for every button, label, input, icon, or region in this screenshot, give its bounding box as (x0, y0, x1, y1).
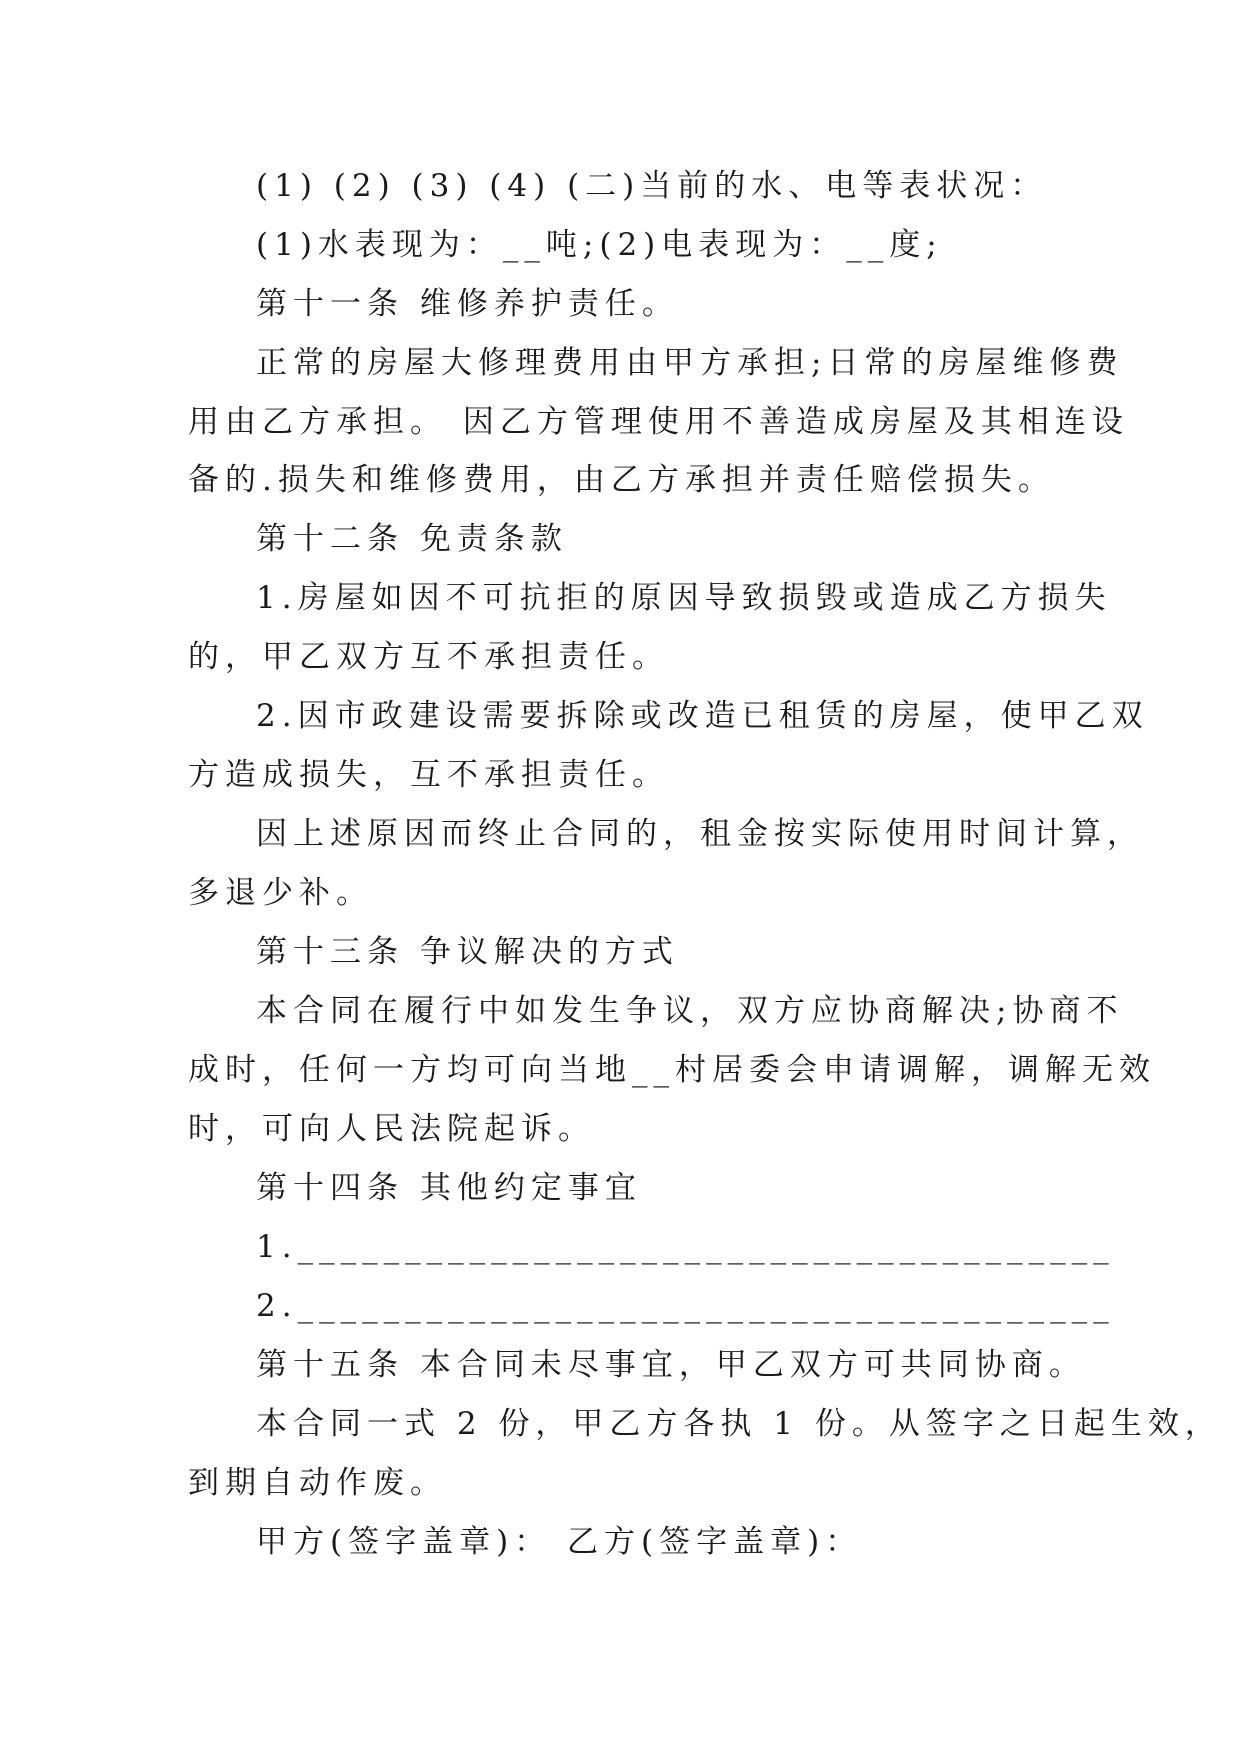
text-line: 本合同一式 2 份，甲乙方各执 1 份。从签字之日起生效， (256, 1406, 1222, 1442)
text-line: 因上述原因而终止合同的，租金按实际使用时间计算， (256, 816, 1144, 852)
blank-line-item: 1.______________________________________ (256, 1229, 1115, 1265)
section-heading: 第十五条 本合同未尽事宜，甲乙双方可共同协商。 (256, 1347, 1086, 1383)
text-line: 到期自动作废。 (188, 1465, 447, 1501)
text-line: 本合同在履行中如发生争议，双方应协商解决;协商不 (256, 993, 1124, 1029)
section-heading: 第十一条 维修养护责任。 (256, 286, 679, 322)
text-line: 1.房屋如因不可抗拒的原因导致损毁或造成乙方损失 (256, 580, 1112, 616)
section-heading: 第十三条 争议解决的方式 (256, 934, 679, 970)
text-line: (1)水表现为：__吨;(2)电表现为：__度; (256, 227, 943, 263)
text-line: 方造成损失，互不承担责任。 (188, 757, 669, 793)
signature-line: 甲方(签字盖章)： 乙方(签字盖章)： (256, 1524, 863, 1560)
text-line: 的，甲乙双方互不承担责任。 (188, 639, 669, 675)
blank-line-item: 2.______________________________________ (256, 1288, 1115, 1324)
text-line: (1) (2) (3) (4) (二)当前的水、电等表状况： (256, 168, 1048, 204)
text-line: 用由乙方承担。 因乙方管理使用不善造成房屋及其相连设 (188, 404, 1129, 440)
text-line: 备的.损失和维修费用，由乙方承担并责任赔偿损失。 (188, 462, 1055, 498)
text-line: 多退少补。 (188, 875, 373, 911)
text-line: 成时，任何一方均可向当地__村居委会申请调解，调解无效 (188, 1052, 1156, 1088)
text-line: 时，可向人民法院起诉。 (188, 1111, 595, 1147)
text-line: 2.因市政建设需要拆除或改造已租赁的房屋，使甲乙双 (256, 698, 1149, 734)
section-heading: 第十四条 其他约定事宜 (256, 1170, 642, 1206)
section-heading: 第十二条 免责条款 (256, 521, 568, 557)
text-line: 正常的房屋大修理费用由甲方承担;日常的房屋维修费 (256, 345, 1124, 381)
